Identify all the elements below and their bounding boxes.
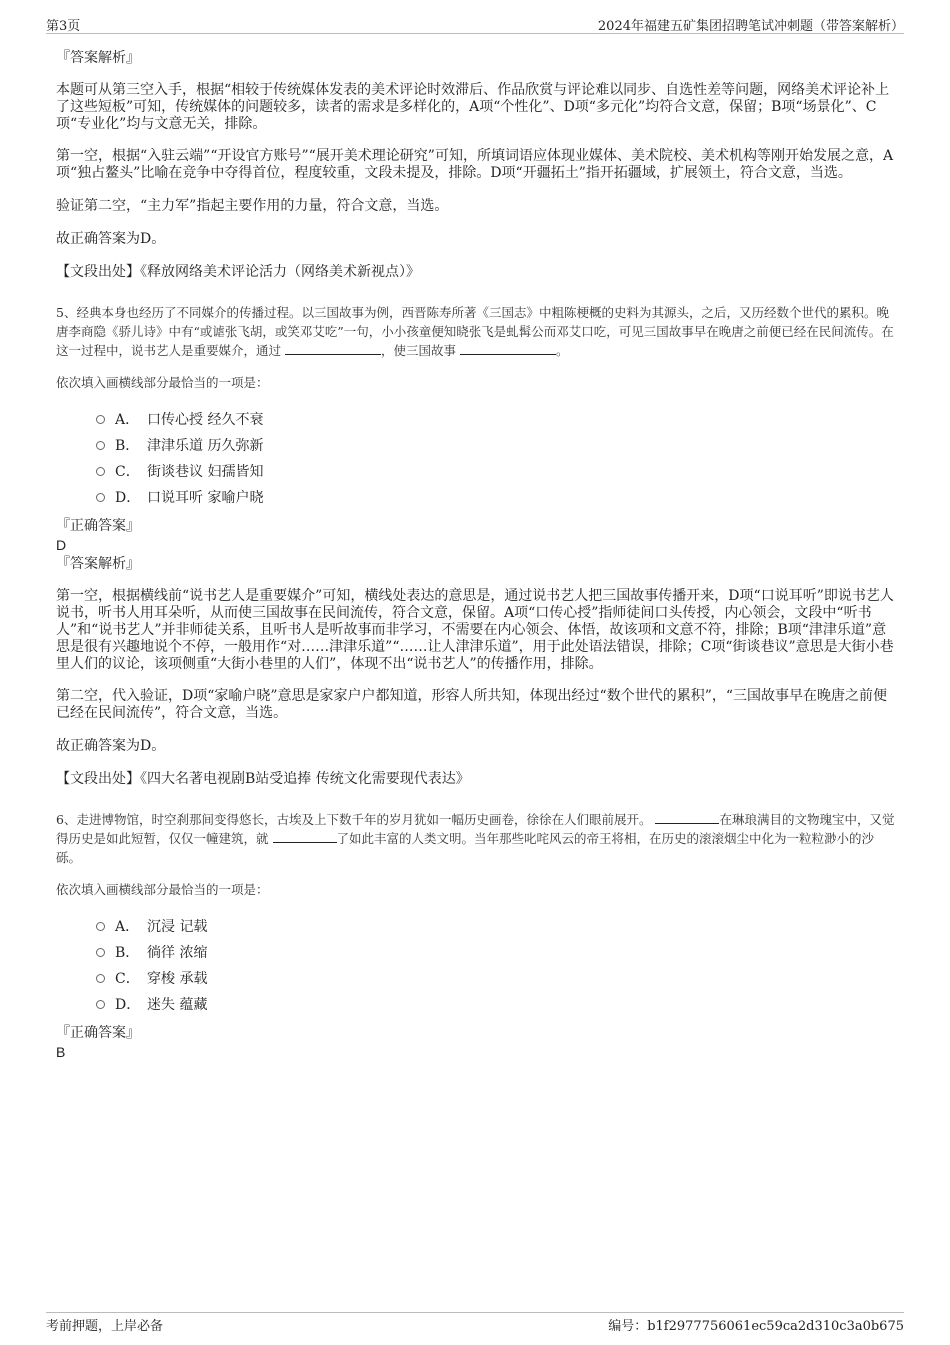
analysis-paragraph: 第一空，根据横线前“说书艺人是重要媒介”可知，横线处表达的意思是，通过说书艺人把三国故事传播开来，D项“口说耳听”即说书艺人说书，听书人用耳朵听，从而使三国故事在民间流传，符合文意，保留。A项“口传心授”指师徒间口头传授，内心领会，文段中“听书人”和“说书艺人”并非师徒关系，且听书人是听故事而非学习，不需要在内心领会、体悟，故该项和文意不符，排除；B项“津津乐道”意思是很有兴趣地说个不停，一般用作“对……津津乐道”“……让人津津乐道”，用于此处语法错误，排除；C项“街谈巷议”意思是大街小巷里人们的议论，该项侧重“大街小巷里的人们”，体现不出“说书艺人”的传播作用，排除。 [56, 588, 894, 672]
document-title: 2024年福建五矿集团招聘笔试冲刺题（带答案解析） [597, 19, 904, 34]
document-id: 编号：b1f2977756061ec59ca2d310c3a0b675 [608, 1319, 904, 1334]
correct-answer-label: 『正确答案』 [56, 1025, 140, 1041]
source-citation: 【文段出处】《四大名著电视剧B站受追捧 传统文化需要现代表达》 [56, 771, 470, 787]
footer-slogan: 考前押题，上岸必备 [46, 1319, 164, 1334]
correct-answer: D [56, 537, 67, 553]
analysis-paragraph: 第二空，代入验证，D项“家喻户晓”意思是家家户户都知道，形容人所共知，体现出经过“数个世代的累积”，“三国故事早在晚唐之前便已经在民间流传”，符合文意，当选。 [56, 688, 888, 721]
option-d[interactable]: D． 口说耳听 家喻户晓 [96, 484, 896, 510]
fill-blank [273, 842, 337, 843]
question-prompt: 依次填入画横线部分最恰当的一项是： [56, 882, 269, 897]
correct-answer-label: 『正确答案』 [56, 518, 140, 534]
option-list [96, 913, 896, 1017]
page-header [0, 0, 950, 34]
question-prompt: 依次填入画横线部分最恰当的一项是： [56, 375, 269, 390]
analysis-label: 『答案解析』 [56, 556, 140, 572]
fill-blank [285, 354, 381, 355]
option-d[interactable]: D． 迷失 蕴藏 [96, 991, 896, 1017]
analysis-label: 『答案解析』 [56, 50, 140, 66]
radio-icon[interactable] [96, 974, 105, 983]
radio-icon[interactable] [96, 948, 105, 957]
option-c[interactable]: C． 街谈巷议 妇孺皆知 [96, 458, 896, 484]
fill-blank [460, 354, 556, 355]
radio-icon[interactable] [96, 1000, 105, 1009]
option-list [96, 406, 896, 510]
option-b[interactable]: B． 津津乐道 历久弥新 [96, 432, 896, 458]
footer-divider [46, 1312, 904, 1313]
radio-icon[interactable] [96, 415, 105, 424]
option-a[interactable]: A． 沉浸 记载 [96, 913, 896, 939]
option-c[interactable]: C． 穿梭 承载 [96, 965, 896, 991]
radio-icon[interactable] [96, 493, 105, 502]
option-a[interactable]: A． 口传心授 经久不衰 [96, 406, 896, 432]
question-stem: 6、走进博物馆，时空刹那间变得悠长，古埃及上下数千年的岁月犹如一幅历史画卷，徐徐在人们眼前展开。 在琳琅满目的文物瑰宝中，又觉得历史是如此短暂，仅仅一幢建筑，就 了如此丰富的人类文明。当年那些叱咤风云的帝王将相，在历史的滚滚烟尘中化为一粒粒渺小的沙砾。 [56, 812, 895, 865]
analysis-paragraph: 故正确答案为D。 [56, 231, 166, 247]
correct-answer: B [56, 1044, 66, 1060]
option-b[interactable]: B． 徜徉 浓缩 [96, 939, 896, 965]
page-content [56, 48, 896, 1061]
question-stem: 5、经典本身也经历了不同媒介的传播过程。以三国故事为例，西晋陈寿所著《三国志》中粗陈梗概的史料为其源头，之后，又历经数个世代的累积。晚唐李商隐《骄儿诗》中有“或谑张飞胡，或笑邓艾吃”一句，小小孩童便知晓张飞是虬髯公而邓艾口吃，可见三国故事早在晚唐之前便已经在民间流传。在这一过程中，说书艺人是重要媒介，通过 ，使三国故事 。 [56, 305, 894, 358]
analysis-paragraph: 本题可从第三空入手，根据“相较于传统媒体发表的美术评论时效滞后、作品欣赏与评论难以同步、自选性差等问题，网络美术评论补上了这些短板”可知，传统媒体的问题较多，读者的需求是多样化的，A项“个性化”、D项“多元化”均符合文意，保留；B项“场景化”、C项“专业化”均与文意无关，排除。 [56, 82, 890, 132]
analysis-paragraph: 故正确答案为D。 [56, 738, 166, 754]
fill-blank [655, 823, 719, 824]
radio-icon[interactable] [96, 467, 105, 476]
radio-icon[interactable] [96, 441, 105, 450]
analysis-paragraph: 验证第二空，“主力军”指起主要作用的力量，符合文意，当选。 [56, 198, 449, 214]
analysis-paragraph: 第一空，根据“入驻云端”“开设官方账号”“展开美术理论研究”可知，所填词语应体现业媒体、美术院校、美术机构等刚开始发展之意，A项“独占鳌头”比喻在竞争中夺得首位，程度较重，文段未提及，排除。D项“开疆拓土”指开拓疆域，扩展领土，符合文意，当选。 [56, 148, 894, 181]
page-number: 第3页 [46, 19, 81, 34]
source-citation: 【文段出处】《释放网络美术评论活力（网络美术新视点）》 [56, 264, 420, 280]
header-divider [46, 33, 904, 34]
radio-icon[interactable] [96, 922, 105, 931]
